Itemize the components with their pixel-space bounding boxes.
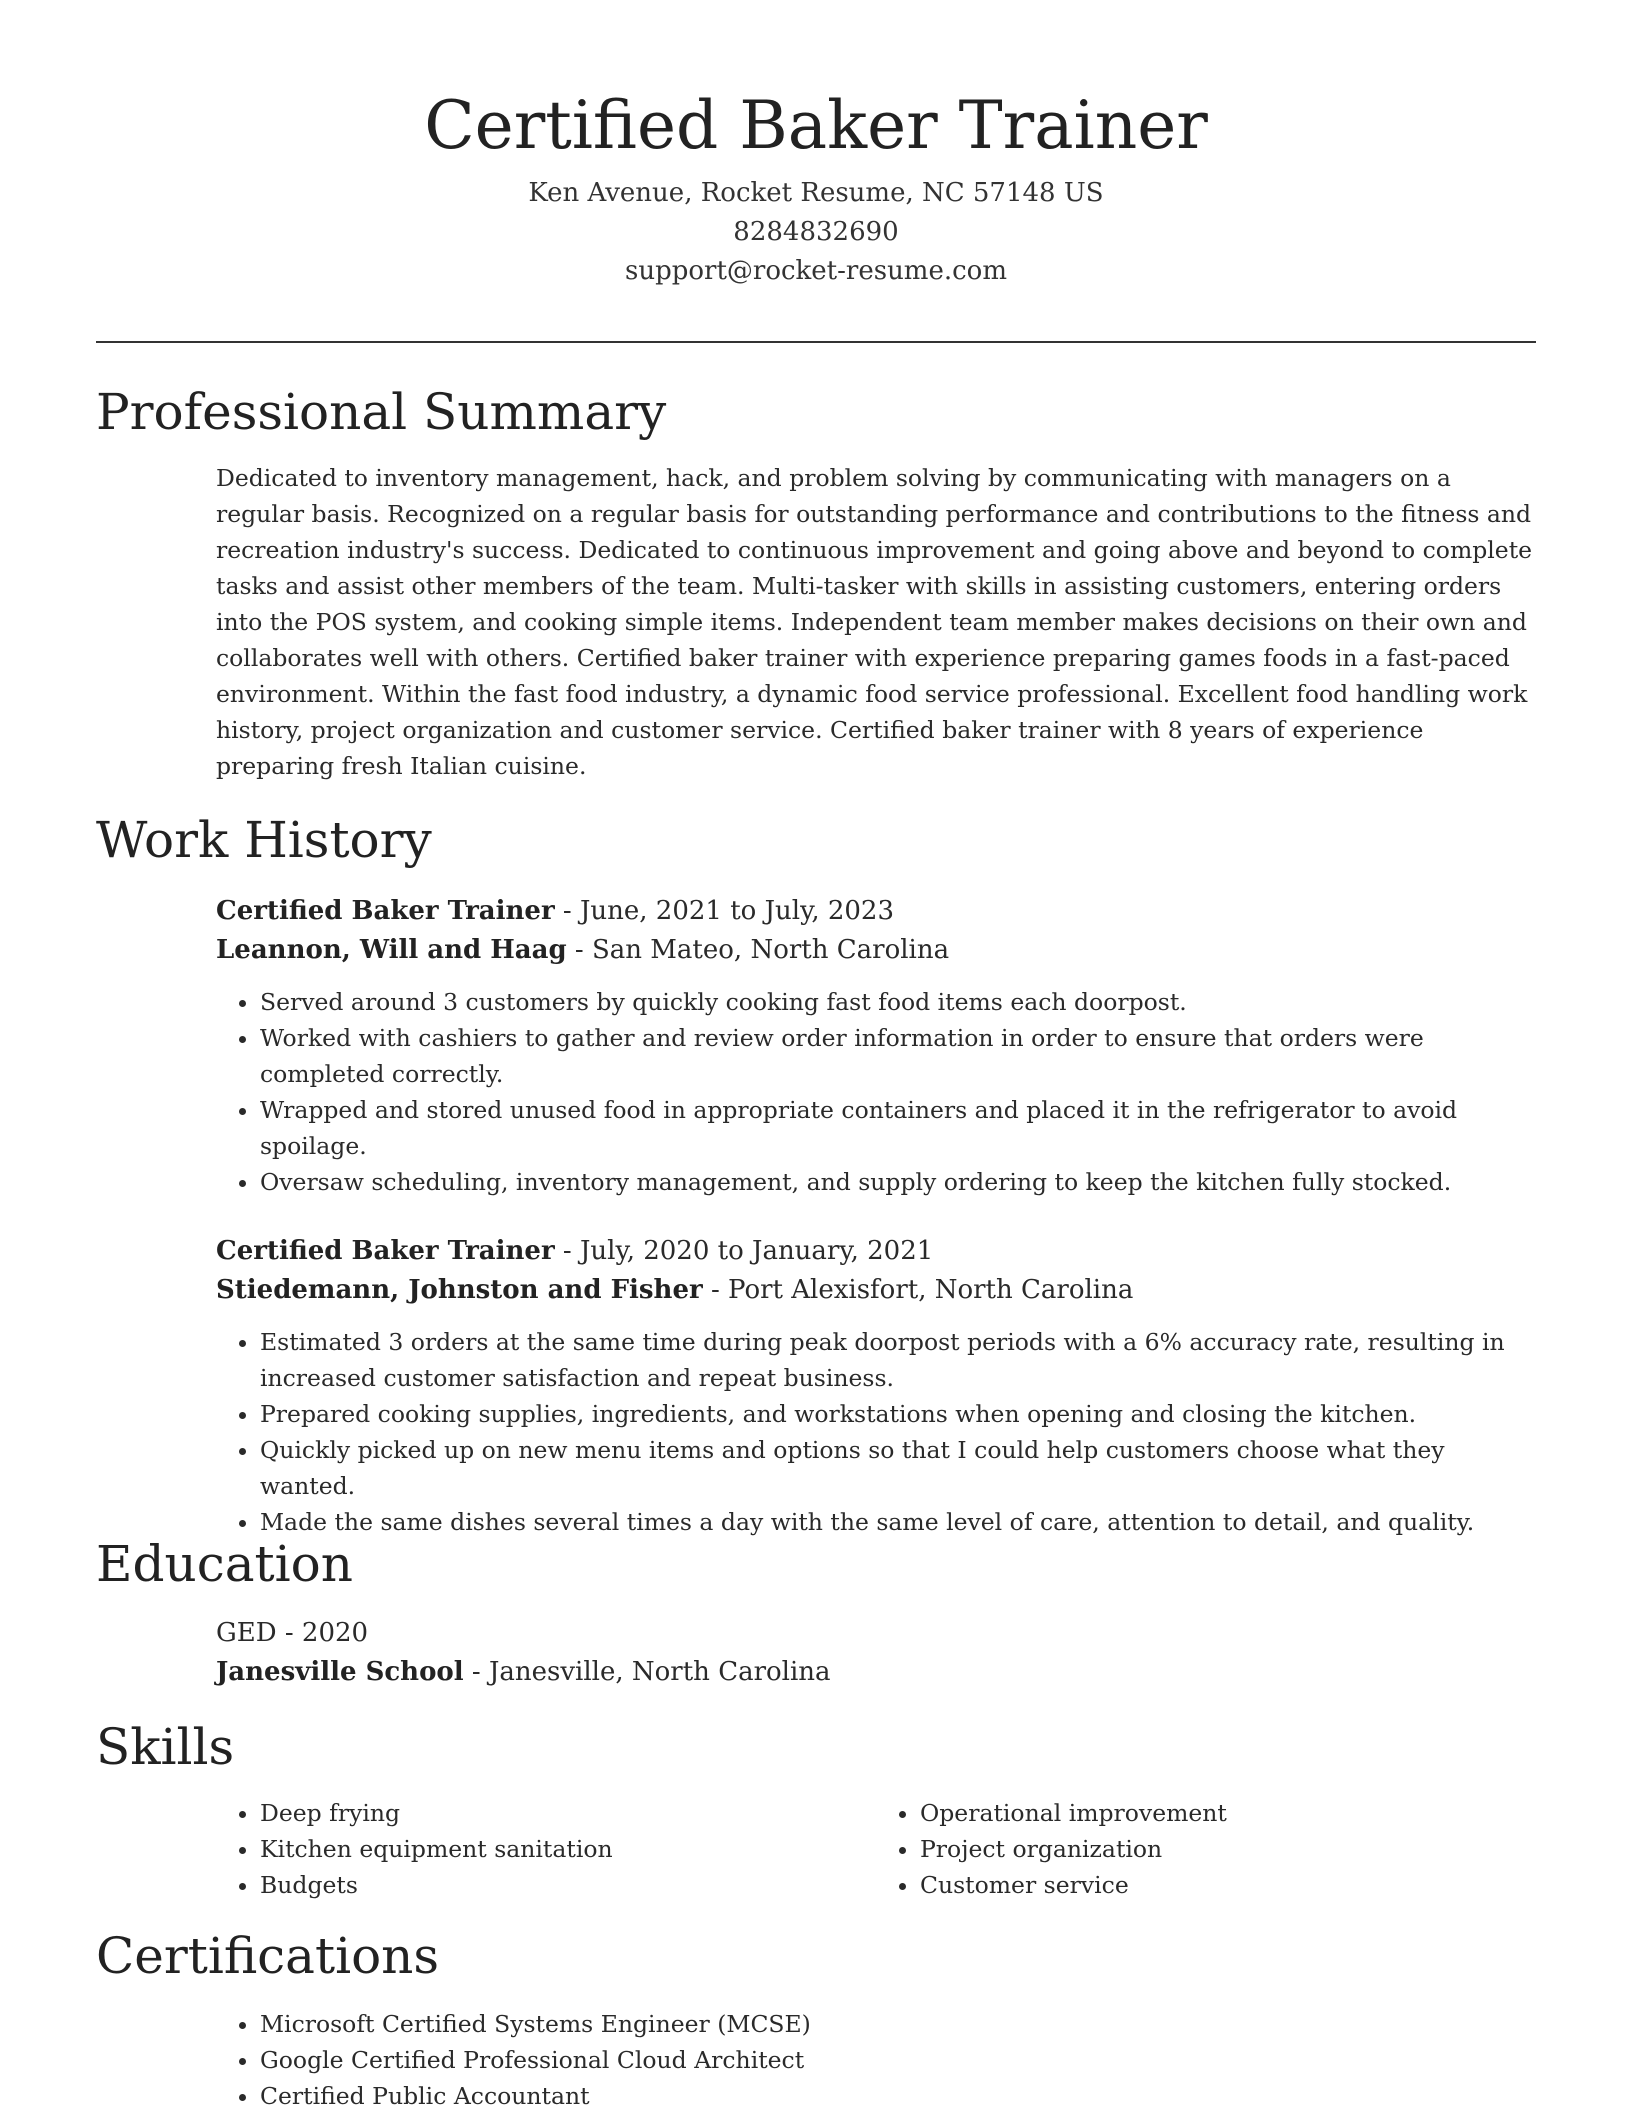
- resume-header: [0, 0, 1632, 291]
- list-item: • Made the same dishes several times a day with the same level of care, attention to detail, and quality.: [260, 1504, 1536, 1540]
- job-bullets: [216, 1324, 1536, 1540]
- list-item: • Worked with cashiers to gather and review order information in order to ensure that orders were completed correctly.: [260, 1020, 1536, 1092]
- list-item: • Kitchen equipment sanitation: [260, 1831, 876, 1867]
- certifications-title: Certifications: [96, 1927, 440, 1985]
- job-employer: Leannon, Will and Haag: [216, 935, 567, 965]
- summary-section: [216, 460, 1536, 784]
- list-item: • Google Certified Professional Cloud Architect: [260, 2042, 1536, 2078]
- list-item: • Certified Public Accountant: [260, 2078, 1536, 2114]
- list-item: • Microsoft Certified Systems Engineer (MCSE): [260, 2006, 1536, 2042]
- list-item: • Budgets: [260, 1867, 876, 1903]
- job-dates: - June, 2021 to July, 2023: [554, 896, 895, 926]
- list-item: • Oversaw scheduling, inventory management, and supply ordering to keep the kitchen fully stocked.: [260, 1164, 1536, 1200]
- job-entry: [216, 892, 1536, 1200]
- job-role: Certified Baker Trainer: [216, 896, 555, 926]
- list-item: • Quickly picked up on new menu items and options so that I could help customers choose what they wanted.: [260, 1432, 1536, 1504]
- skills-section: [216, 1795, 1536, 1903]
- header-divider: [96, 341, 1536, 343]
- education-title: Education: [96, 1535, 353, 1593]
- job-location: - San Mateo, North Carolina: [566, 935, 950, 965]
- skills-right-list: [876, 1795, 1536, 1903]
- list-item: • Prepared cooking supplies, ingredients, and workstations when opening and closing the kitchen.: [260, 1396, 1536, 1432]
- email: support@rocket-resume.com: [624, 256, 1007, 286]
- job-role: Certified Baker Trainer: [216, 1236, 555, 1266]
- resume-name: Certified Baker Trainer: [424, 87, 1208, 164]
- job-bullets: [216, 984, 1536, 1200]
- certifications-list: [216, 2006, 1536, 2114]
- list-item: • Served around 3 customers by quickly cooking fast food items each doorpost.: [260, 984, 1536, 1020]
- address: Ken Avenue, Rocket Resume, NC 57148 US: [528, 178, 1104, 208]
- job-title-line: [216, 892, 1536, 931]
- work-history-title: Work History: [96, 811, 432, 869]
- list-item: • Customer service: [920, 1867, 1536, 1903]
- job-entry: [216, 1232, 1536, 1540]
- summary-text: Dedicated to inventory management, hack, and problem solving by communicating with managers on a regular basis. Recognized on a regular basis for outstanding performance and contributions to the fitness and recreation industry's success. Dedicated to continuous improvement and going above and beyond to complete tasks and assist other members of the team. Multi-tasker with skills in assisting customers, entering orders into the POS system, and cooking simple items. Independent team member makes decisions on their own and collaborates well with others. Certified baker trainer with experience preparing games foods in a fast-paced environment. Within the fast food industry, a dynamic food service professional. Excellent food handling work history, project organization and customer service. Certified baker trainer with 8 years of experience preparing fresh Italian cuisine.: [216, 464, 1533, 780]
- list-item: • Project organization: [920, 1831, 1536, 1867]
- certifications-section: [216, 2006, 1536, 2114]
- phone: 8284832690: [733, 217, 899, 247]
- list-item: • Deep frying: [260, 1795, 876, 1831]
- job-employer-line: [216, 931, 1536, 970]
- skills-left-list: [216, 1795, 876, 1903]
- education-school: Janesville School: [216, 1657, 464, 1687]
- list-item: • Estimated 3 orders at the same time during peak doorpost periods with a 6% accuracy rate, resulting in increased customer satisfaction and repeat business.: [260, 1324, 1536, 1396]
- list-item: • Operational improvement: [920, 1795, 1536, 1831]
- list-item: • Wrapped and stored unused food in appropriate containers and placed it in the refrigerator to avoid spoilage.: [260, 1092, 1536, 1164]
- education-location: - Janesville, North Carolina: [463, 1657, 831, 1687]
- education-entry: [216, 1614, 1536, 1692]
- job-employer-line: [216, 1271, 1536, 1310]
- job-employer: Stiedemann, Johnston and Fisher: [216, 1275, 703, 1305]
- summary-title: Professional Summary: [96, 383, 667, 441]
- job-title-line: [216, 1232, 1536, 1271]
- skills-title: Skills: [96, 1718, 235, 1776]
- education-school-line: [216, 1653, 1536, 1692]
- education-degree: GED - 2020: [216, 1618, 369, 1648]
- job-location: - Port Alexisfort, North Carolina: [702, 1275, 1134, 1305]
- job-dates: - July, 2020 to January, 2021: [554, 1236, 934, 1266]
